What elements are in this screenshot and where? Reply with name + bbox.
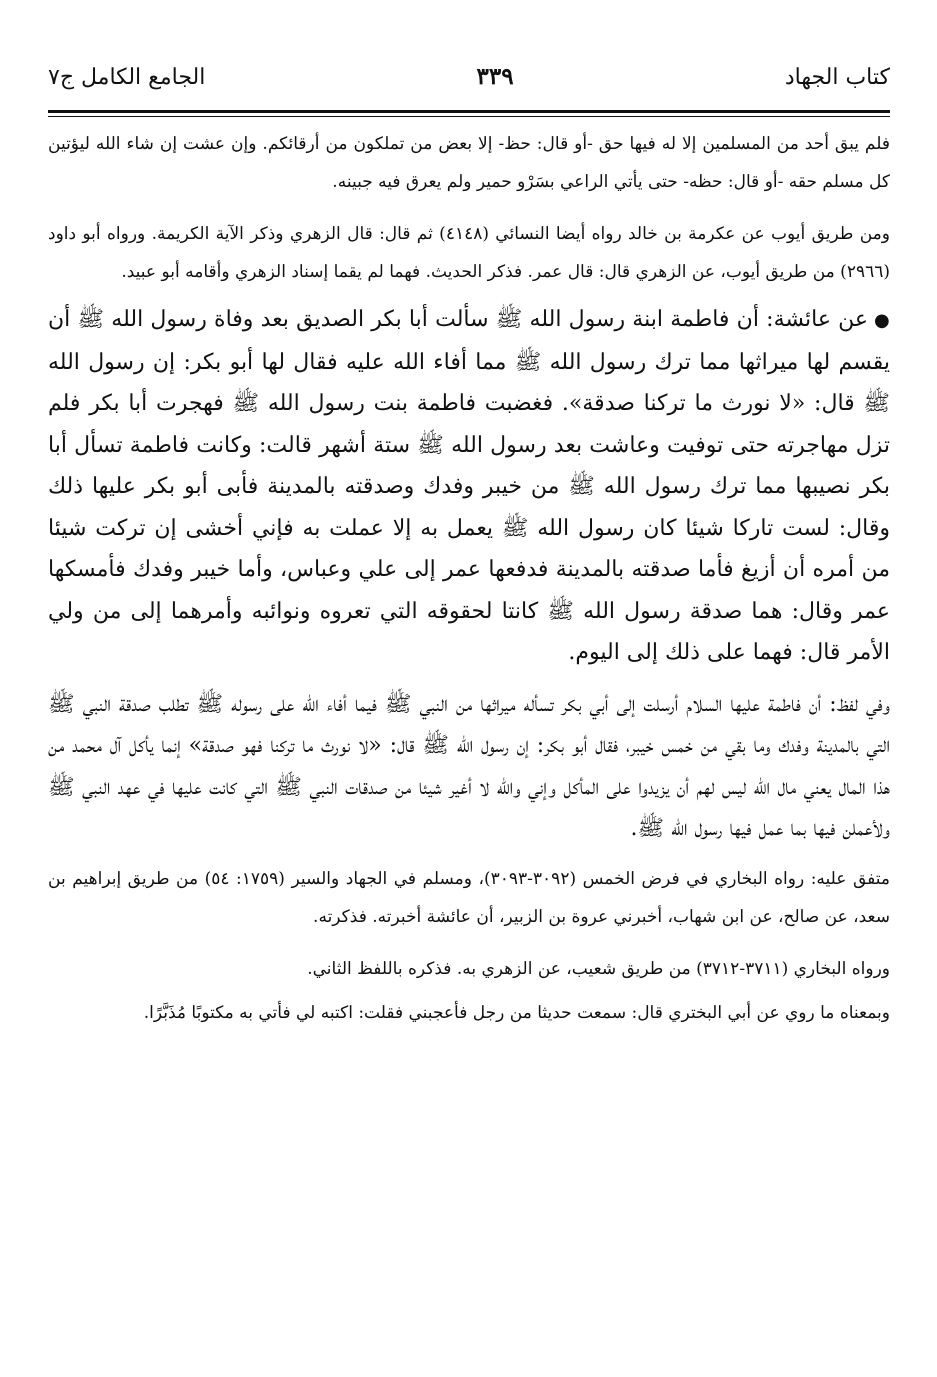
takhrij-paragraph: ورواه البخاري (٣٧١١-٣٧١٢) من طريق شعيب، عن الزهري به. فذكره باللفظ الثاني. xyxy=(307,958,890,979)
header-rule-thin xyxy=(48,116,890,117)
volume-title: الجامع الكامل ج٧ xyxy=(48,65,206,90)
bullet-icon: ● xyxy=(874,310,890,331)
running-header xyxy=(48,60,890,100)
book-title: كتاب الجهاد xyxy=(784,65,890,90)
takhrij-paragraph: متفق عليه: رواه البخاري في فرض الخمس (٣٠٩٢-٣٠٩٣)، ومسلم في الجهاد والسير (١٧٥٩: ٥٤) من طريق إبراهيم بن سعد، عن صالح، عن ابن شهاب، أخبرني عروة بن الزبير، أن عائشة أخبرته. فذكرته. xyxy=(48,868,890,927)
page-number: ٣٣٩ xyxy=(476,63,514,90)
document-page xyxy=(48,60,890,1038)
hadith-text: عن عائشة: أن فاطمة ابنة رسول الله ﷺ سألت أبا بكر الصديق بعد وفاة رسول الله ﷺ أن يقسم لها ميراثها مما ترك رسول الله ﷺ مما أفاء الله عليه فقال لها أبو بكر: إن رسول الله ﷺ قال: «لا نورث ما تركنا صدقة». فغضبت فاطمة بنت رسول الله ﷺ فهجرت أبا بكر فلم تزل مهاجرته حتى توفيت وعاشت بعد رسول الله ﷺ ستة أشهر قالت: وكانت فاطمة تسأل أبا بكر نصيبها مما ترك رسول الله ﷺ من خيبر وفدك وصدقته بالمدينة فأبى أبو بكر عليها ذلك وقال: لست تاركا شيئا كان رسول الله ﷺ يعمل به إلا عملت به فإني أخشى إن تركت شيئا من أمره أن أزيغ فأما صدقته بالمدينة فدفعها عمر إلى علي وعباس، وأما خيبر وفدك فأمسكها عمر وقال: هما صدقة رسول الله ﷺ كانتا لحقوقه التي تعروه ونوائبه وأمرهما إلى من ولي الأمر قال: فهما على ذلك إلى اليوم. xyxy=(48,307,890,665)
header-rule xyxy=(48,110,890,113)
commentary-paragraph: فلم يبق أحد من المسلمين إلا له فيها حق -أو قال: حظ- إلا بعض من تملكون من أرقائكم. وإن عشت إن شاء الله ليؤتين كل مسلم حقه -أو قال: حظه- حتى يأتي الراعي بسَرْو حمير ولم يعرق فيه جبينه. xyxy=(48,134,890,192)
commentary-paragraph: ومن طريق أيوب عن عكرمة بن خالد رواه أيضا النسائي (٤١٤٨) ثم قال: قال الزهري وذكر الآية الكريمة. ورواه أبو داود (٢٩٦٦) من طريق أيوب، عن الزهري قال: قال عمر. فذكر الحديث. فهما لم يقما إسناد الزهري وأقامه أبو عبيد. xyxy=(48,224,890,282)
hadith-paragraph xyxy=(48,299,890,674)
takhrij-paragraph: وبمعناه ما روي عن أبي البختري قال: سمعت حديثا من رجل فأعجبني فقلت: اكتبه لي فأتي به مكتوبًا مُذَبَّرًا. xyxy=(143,1002,890,1023)
hadith-variant-paragraph: وفي لفظ: أن فاطمة عليها السلام أرسلت إلى أبي بكر تسأله ميراثها من النبي ﷺ فيما أفاء الله على رسوله ﷺ تطلب صدقة النبي ﷺ التي بالمدينة وفدك وما بقي من خمس خيبر، فقال أبو بكر: إن رسول الله ﷺ قال: «لا نورث ما تركنا فهو صدقة» إنما يأكل آل محمد من هذا المال يعني مال الله ليس لهم أن يزيدوا على المأكل وإني والله لا أغير شيئا من صدقات النبي ﷺ التي كانت عليها في عهد النبي ﷺ ولأعملن فيها بما عمل فيها رسول الله ﷺ. xyxy=(48,691,890,841)
